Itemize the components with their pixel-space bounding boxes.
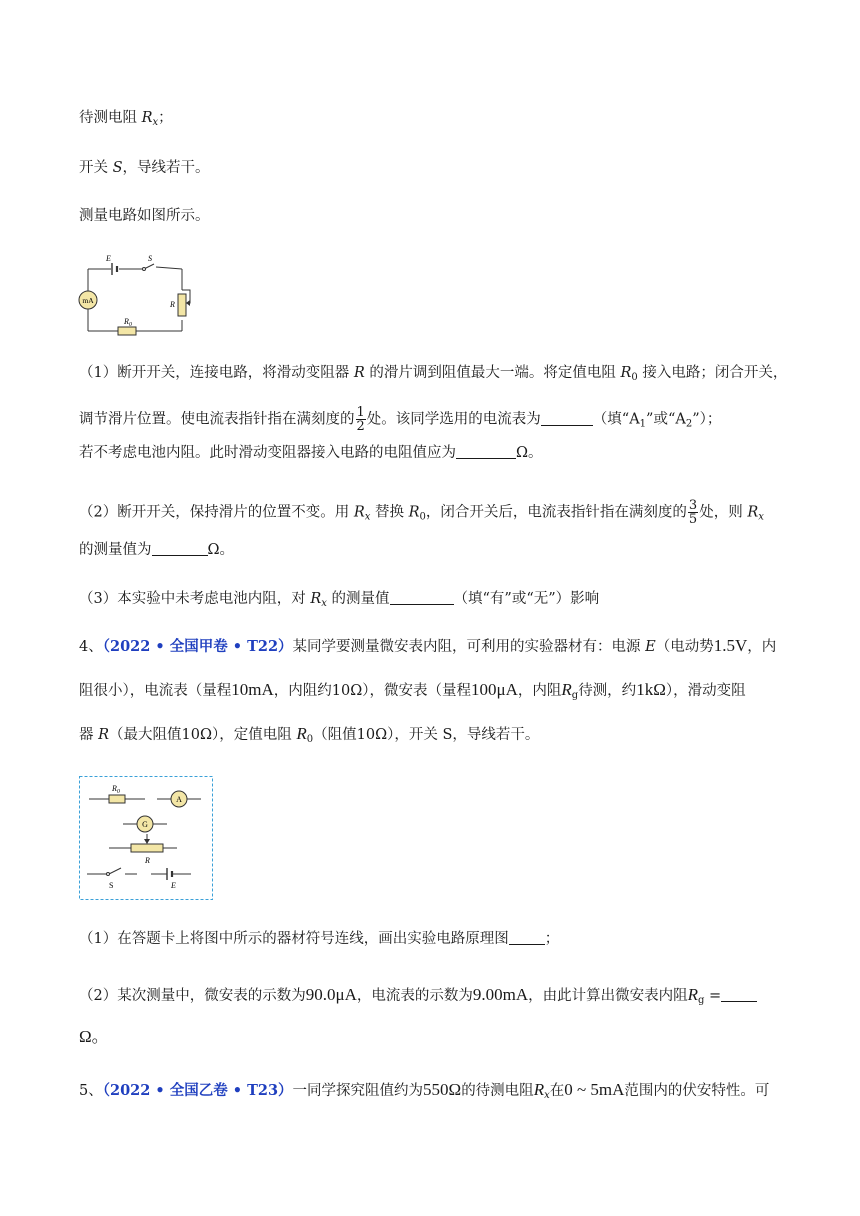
q2-line-1: （2）断开开关，保持滑片的位置不变。用 $R_x$ 替换 $R_0$，闭合开关后，电流表指针指在满刻度的 $\frac{3}{5}$ 处，则 $R_x$ [79, 498, 764, 527]
answer-blank [456, 444, 516, 459]
answer-blank [390, 590, 454, 605]
text-line-switch: 开关 S，导线若干。 [79, 160, 210, 176]
q1-line-3: 若不考虑电池内阻。此时滑动变阻器接入电路的电阻值应为 Ω。 [79, 445, 543, 461]
fraction-one-half: $\frac{1}{2}$ [356, 405, 365, 434]
answer-blank [152, 541, 208, 556]
text-line-circuit: 测量电路如图所示。 [79, 208, 210, 224]
label-R0: $R_0$ [112, 784, 120, 795]
label-S: S [148, 254, 152, 263]
answer-blank [721, 987, 757, 1002]
circuit-figure-1 [74, 250, 204, 340]
text-line-rx: 待测电阻 $R_x$； [79, 110, 173, 128]
label-R: R [145, 856, 150, 865]
q3-line: （3）本实验中未考虑电池内阻，对 $R_x$ 的测量值 （填“有”或“无”）影响 [79, 591, 600, 609]
label-E: E [171, 881, 176, 890]
ammeter-label: A [176, 795, 182, 804]
answer-blank [541, 411, 593, 426]
p4-line-3: 器 R（最大阻值10Ω），定值电阻 $R_0$（阻值10Ω），开关 S，导线若干。 [79, 724, 540, 745]
label-R: R [170, 300, 175, 309]
circuit-components-figure-2 [79, 776, 215, 902]
label-R0: $R_0$ [124, 317, 132, 328]
milliammeter-label: mA [82, 296, 94, 305]
label-E: E [106, 254, 111, 263]
p5-line-1: 5、（2022 • 全国乙卷 • T23）一同学探究阻值约为550Ω的待测电阻$R_x$在0 ~ 5mA范围内的伏安特性。可 [79, 1080, 770, 1101]
q1-line-2: 调节滑片位置。使电流表指针指在满刻度的 $\frac{1}{2}$ 处。该同学选用的电流表为 （填“$A_1$”或“$A_2$”）； [79, 405, 722, 434]
q4-1-line: （1）在答题卡上将图中所示的器材符号连线，画出实验电路原理图 ； [79, 931, 560, 947]
answer-blank [509, 930, 545, 945]
label-S: S [109, 881, 114, 890]
fraction-three-fifths: $\frac{3}{5}$ [688, 498, 698, 527]
q4-2-line-1: （2）某次测量中，微安表的示数为90.0μA，电流表的示数为9.00mA，由此计算出微安表内阻$R_g$ = [79, 985, 757, 1011]
p4-line-2: 阻很小），电流表（量程10mA，内阻约10Ω），微安表（量程100μA，内阻$R_g$待测，约1kΩ），滑动变阻 [79, 680, 746, 701]
q4-2-line-2: Ω。 [79, 1027, 109, 1046]
p4-line-1: 4、（2022 • 全国甲卷 • T22）某同学要测量微安表内阻，可利用的实验器材有：电源 E（电动势1.5V，内 [79, 636, 777, 655]
q1-line-1: （1）断开开关，连接电路，将滑动变阻器 R 的滑片调到阻值最大一端。将定值电阻 $R_0$ 接入电路；闭合开关， [79, 365, 788, 383]
galvanometer-label: G [142, 820, 148, 829]
q2-line-2: 的测量值为 Ω。 [79, 542, 235, 558]
